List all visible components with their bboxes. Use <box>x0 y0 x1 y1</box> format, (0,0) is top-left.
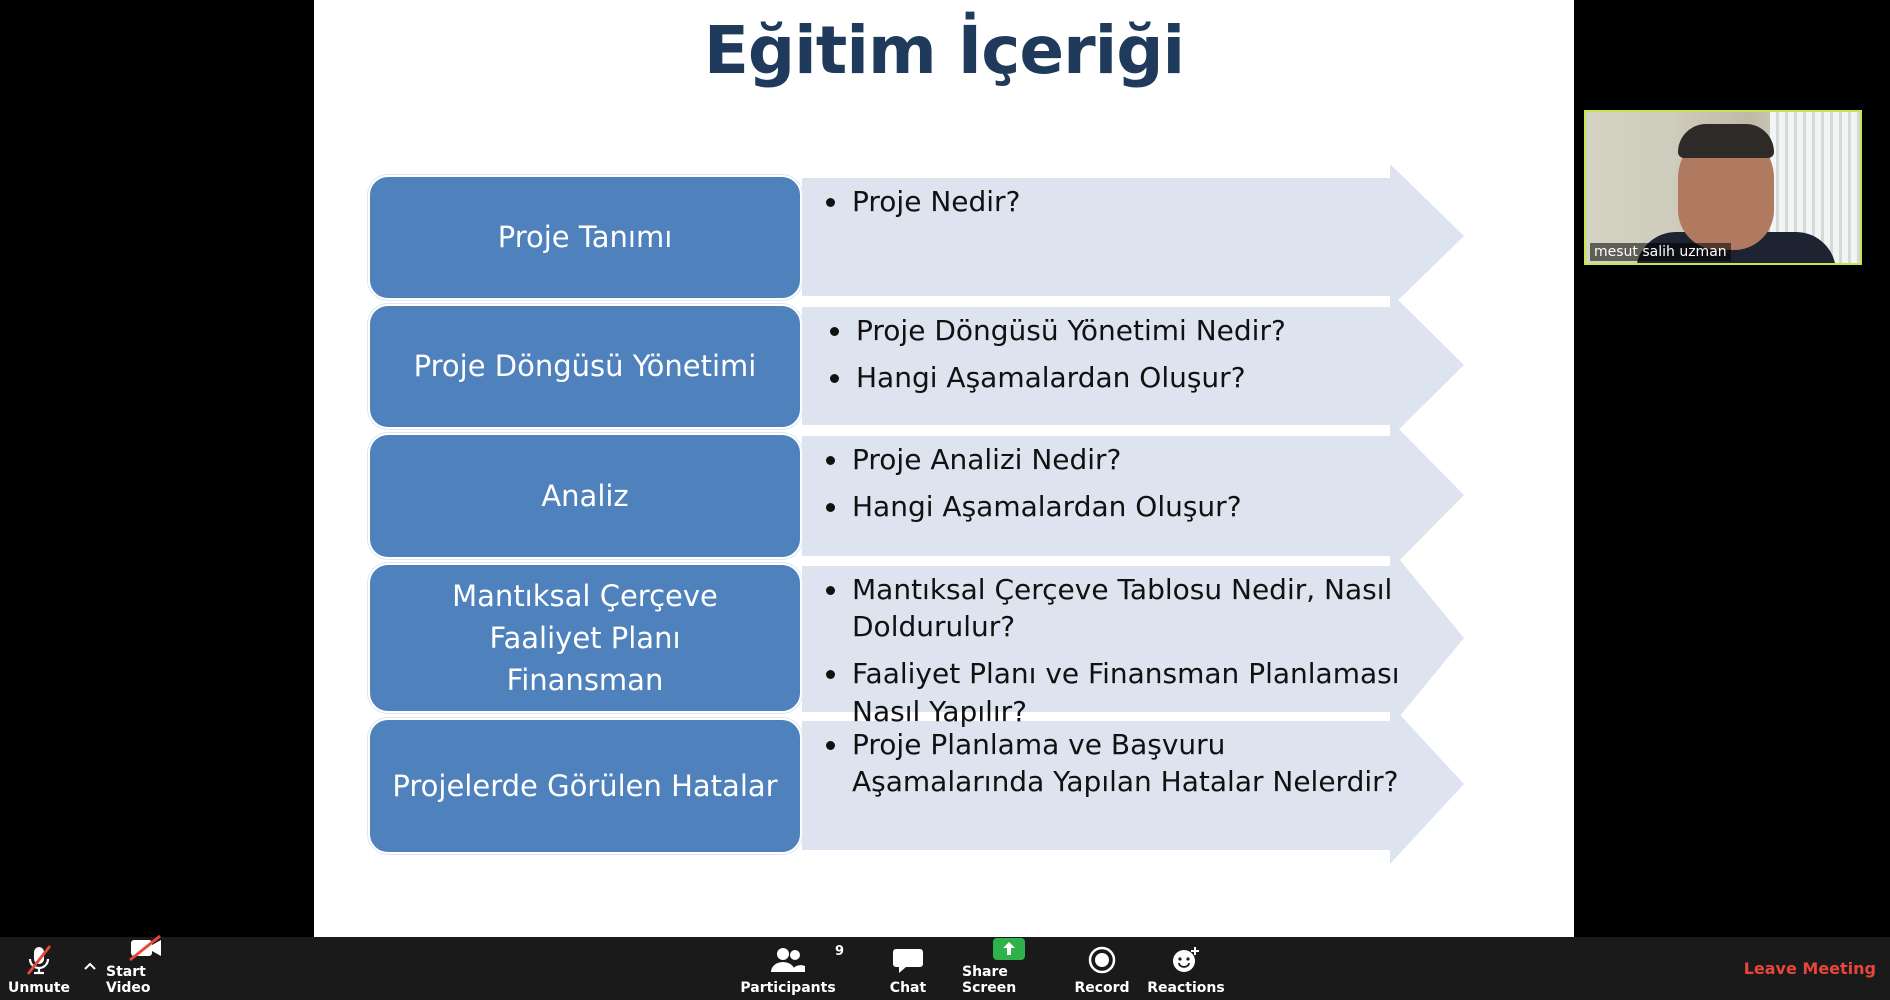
shared-slide <box>314 0 1574 937</box>
unmute-button[interactable] <box>6 937 72 1000</box>
slide-title: Eğitim İçeriği <box>703 12 1185 89</box>
video-off-icon <box>128 934 164 962</box>
start-video-label: Start Video <box>106 964 151 996</box>
audio-options-chevron-icon[interactable] <box>82 957 98 976</box>
row-2-heading-line: Proje Döngüsü Yönetimi <box>413 349 757 384</box>
row-4-heading-box <box>368 563 802 713</box>
participant-hair-image <box>1678 124 1774 158</box>
smiley-plus-icon <box>1170 942 1202 978</box>
bullet-item: Hangi Aşamalardan Oluşur? <box>822 359 1462 396</box>
row-5-heading-box <box>368 718 802 854</box>
chat-label: Chat <box>889 980 927 996</box>
chat-bubble-icon <box>892 942 924 978</box>
share-screen-label: Share Screen <box>962 964 1017 996</box>
microphone-muted-icon <box>24 942 54 978</box>
record-icon <box>1087 942 1117 978</box>
share-screen-icon <box>992 936 1026 962</box>
row-5-bullets <box>818 726 1418 810</box>
row-4-heading-line-3: Finansman <box>506 663 664 698</box>
participants-count-badge: 9 <box>835 944 845 959</box>
row-5-heading-line: Projelerde Görülen Hatalar <box>392 768 778 803</box>
content-row-3 <box>368 433 1548 559</box>
bullet-item: Faaliyet Planı ve Finansman Planlaması Nasıl Yapılır? <box>818 655 1438 729</box>
row-4-heading-line-2: Faaliyet Planı <box>489 620 681 655</box>
unmute-label: Unmute <box>7 980 71 996</box>
share-screen-button[interactable] <box>962 937 1056 1000</box>
row-3-heading-line: Analiz <box>541 478 629 513</box>
content-row-2 <box>368 304 1548 429</box>
meeting-toolbar <box>0 937 1890 1000</box>
content-row-4 <box>368 563 1548 728</box>
start-video-button[interactable] <box>106 937 186 1000</box>
row-1-heading-box <box>368 175 802 300</box>
row-3-bullets <box>818 441 1458 535</box>
reactions-button[interactable] <box>1147 937 1225 1000</box>
row-1-heading-line: Proje Tanımı <box>497 220 673 255</box>
participants-label: Participants <box>740 980 836 996</box>
row-3-heading-box <box>368 433 802 559</box>
bullet-item: Hangi Aşamalardan Oluşur? <box>818 488 1458 525</box>
reactions-label: Reactions <box>1147 980 1225 996</box>
record-label: Record <box>1074 980 1130 996</box>
content-row-1 <box>368 175 1548 300</box>
participant-name-label: mesut salih uzman <box>1590 243 1731 261</box>
bullet-item: Proje Planlama ve Başvuru Aşamalarında Yapılan Hatalar Nelerdir? <box>818 726 1418 800</box>
record-button[interactable] <box>1074 937 1130 1000</box>
bullet-item: Proje Nedir? <box>818 183 1458 220</box>
participants-button[interactable] <box>740 937 845 1000</box>
chat-button[interactable] <box>878 937 938 1000</box>
leave-meeting-button[interactable]: Leave Meeting <box>1743 959 1876 978</box>
bullet-item: Mantıksal Çerçeve Tablosu Nedir, Nasıl Doldurulur? <box>818 571 1438 645</box>
row-1-bullets <box>818 183 1458 230</box>
people-icon <box>769 942 845 978</box>
row-4-bullets <box>818 571 1438 740</box>
row-4-heading-line-1: Mantıksal Çerçeve <box>452 578 718 613</box>
row-2-bullets <box>822 312 1462 406</box>
bullet-item: Proje Döngüsü Yönetimi Nedir? <box>822 312 1462 349</box>
row-2-heading-box <box>368 304 802 429</box>
bullet-item: Proje Analizi Nedir? <box>818 441 1458 478</box>
participant-video-tile[interactable] <box>1584 110 1862 265</box>
content-row-5 <box>368 718 1548 854</box>
